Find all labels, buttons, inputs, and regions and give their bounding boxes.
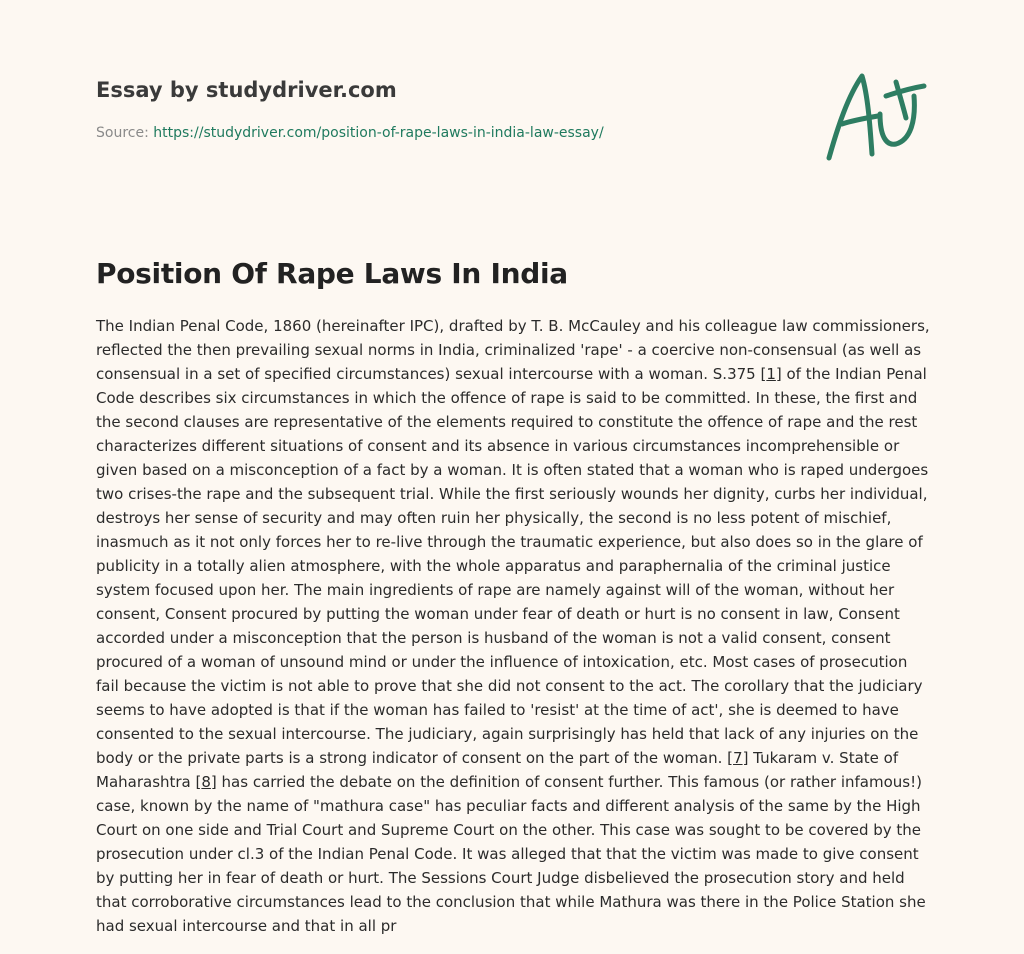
source-link[interactable]: https://studydriver.com/position-of-rape-laws-in-india-law-essay/ [153,125,604,141]
essay-text-part-4: ] has carried the debate on the definition of consent further. This famous (or rather infamous!) case, known by the name of "mathura case" has peculiar facts and different analysis of the same by the High Court on one side and Trial Court and Supreme Court on the other. This case was sought to be covered by the prosecution under cl.3 of the Indian Penal Code. It was alleged that that the victim was made to give consent by putting her in fear of death or hurt. The Sessions Court Judge disbelieved the prosecution story and held that corroborative circumstances lead to the conclusion that while Mathura was there in the Police Station she had sexual intercourse and that in all pr [96,773,926,935]
footnote-link-1[interactable]: 1 [766,365,776,383]
source-label: Source: [96,125,149,141]
footnote-link-7[interactable]: 7 [733,749,743,767]
a-plus-logo-icon [820,66,930,166]
essay-body [96,314,930,938]
site-brand: Essay by studydriver.com [96,78,397,102]
source-line [96,123,796,143]
footnote-link-8[interactable]: 8 [201,773,211,791]
page-header [96,76,796,143]
essay-text-part-2: ] of the Indian Penal Code describes six circumstances in which the offence of rape is said to be committed. In these, the first and the second clauses are representative of the elements required to constitute the offence of rape and the rest characterizes different situations of consent and its absence in various circumstances incomprehensible or given based on a misconception of a fact by a woman. It is often stated that a woman who is raped undergoes two crises-the rape and the subsequent trial. While the first seriously wounds her dignity, curbs her individual, destroys her sense of security and may often ruin her physically, the second is no less potent of mischief, inasmuch as it not only forces her to re-live through the traumatic experience, but also does so in the glare of publicity in a totally alien atmosphere, with the whole apparatus and paraphernalia of the criminal justice system focused upon her. The main ingredients of rape are namely against will of the woman, without her consent, Consent procured by putting the woman under fear of death or hurt is no consent in law, Consent accorded under a misconception that the person is husband of the woman is not a valid consent, consent procured of a woman of unsound mind or under the influence of intoxication, etc. Most cases of prosecution fail because the victim is not able to prove that she did not consent to the act. The corollary that the judiciary seems to have adopted is that if the woman has failed to 'resist' at the time of act', she is deemed to have consented to the sexual intercourse. The judiciary, again surprisingly has held that lack of any injuries on the body or the private parts is a strong indicator of consent on the part of the woman. [ [96,365,929,767]
essay-text-part-3: ] Tukaram v. State of Maharashtra [ [96,749,899,791]
essay-text-part-1: The Indian Penal Code, 1860 (hereinafter IPC), drafted by T. B. McCauley and his colleague law commissioners, reflected the then prevailing sexual norms in India, criminalized 'rape' - a coercive non-consensual (as well as consensual in a set of specified circumstances) sexual intercourse with a woman. S.375 [ [96,317,930,383]
essay-title: Position Of Rape Laws In India [96,257,568,290]
